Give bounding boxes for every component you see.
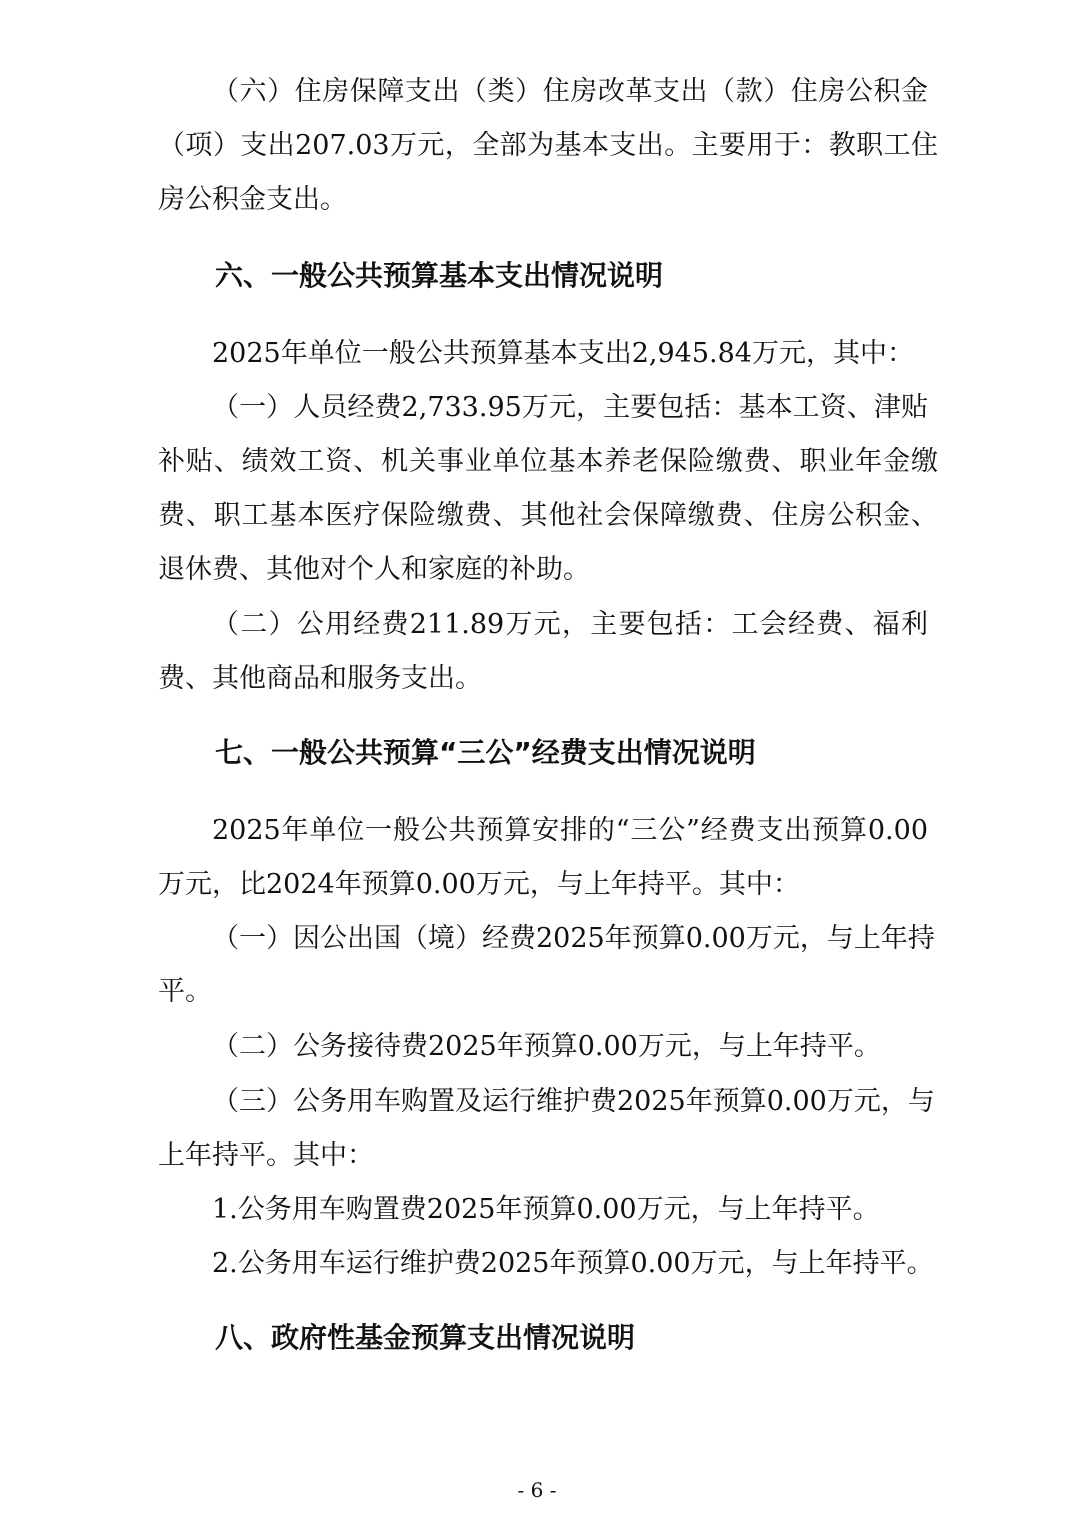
paragraph-line: 万元，比2024年预算0.00万元，与上年持平。其中：: [158, 869, 800, 900]
paragraph-line: 1.公务用车购置费2025年预算0.00万元，与上年持平。: [212, 1194, 880, 1225]
paragraph-line: （项）支出207.03万元，全部为基本支出。主要用于：教职工住: [158, 130, 938, 161]
paragraph-line: 退休费、其他对个人和家庭的补助。: [158, 554, 590, 585]
paragraph-line: （一）因公出国（境）经费2025年预算0.00万元，与上年持: [212, 923, 935, 954]
page-number: - 6 -: [517, 1478, 557, 1502]
paragraph-line: （三）公务用车购置及运行维护费2025年预算0.00万元，与: [212, 1086, 935, 1117]
paragraph-line: （二）公用经费211.89万元，主要包括：工会经费、福利: [212, 609, 928, 640]
section-heading: 六、一般公共预算基本支出情况说明: [215, 259, 664, 292]
paragraph-line: 房公积金支出。: [158, 184, 347, 215]
paragraph-line: （二）公务接待费2025年预算0.00万元，与上年持平。: [212, 1031, 881, 1062]
paragraph-line: 2025年单位一般公共预算基本支出2,945.84万元，其中：: [212, 338, 914, 369]
paragraph-line: 费、职工基本医疗保险缴费、其他社会保障缴费、住房公积金、: [158, 500, 938, 531]
paragraph-line: （一）人员经费2,733.95万元，主要包括：基本工资、津贴: [212, 392, 928, 423]
paragraph-line: 补贴、绩效工资、机关事业单位基本养老保险缴费、职业年金缴: [158, 446, 938, 477]
section-heading: 八、政府性基金预算支出情况说明: [215, 1321, 636, 1354]
section-heading: 七、一般公共预算“三公”经费支出情况说明: [215, 736, 756, 769]
paragraph-line: 2.公务用车运行维护费2025年预算0.00万元，与上年持平。: [212, 1248, 934, 1279]
paragraph-line: 费、其他商品和服务支出。: [158, 663, 482, 694]
paragraph-line: 平。: [158, 976, 212, 1007]
paragraph-line: （六）住房保障支出（类）住房改革支出（款）住房公积金: [212, 76, 928, 107]
paragraph-line: 上年持平。其中：: [158, 1140, 374, 1171]
paragraph-line: 2025年单位一般公共预算安排的“三公”经费支出预算0.00: [212, 815, 928, 846]
